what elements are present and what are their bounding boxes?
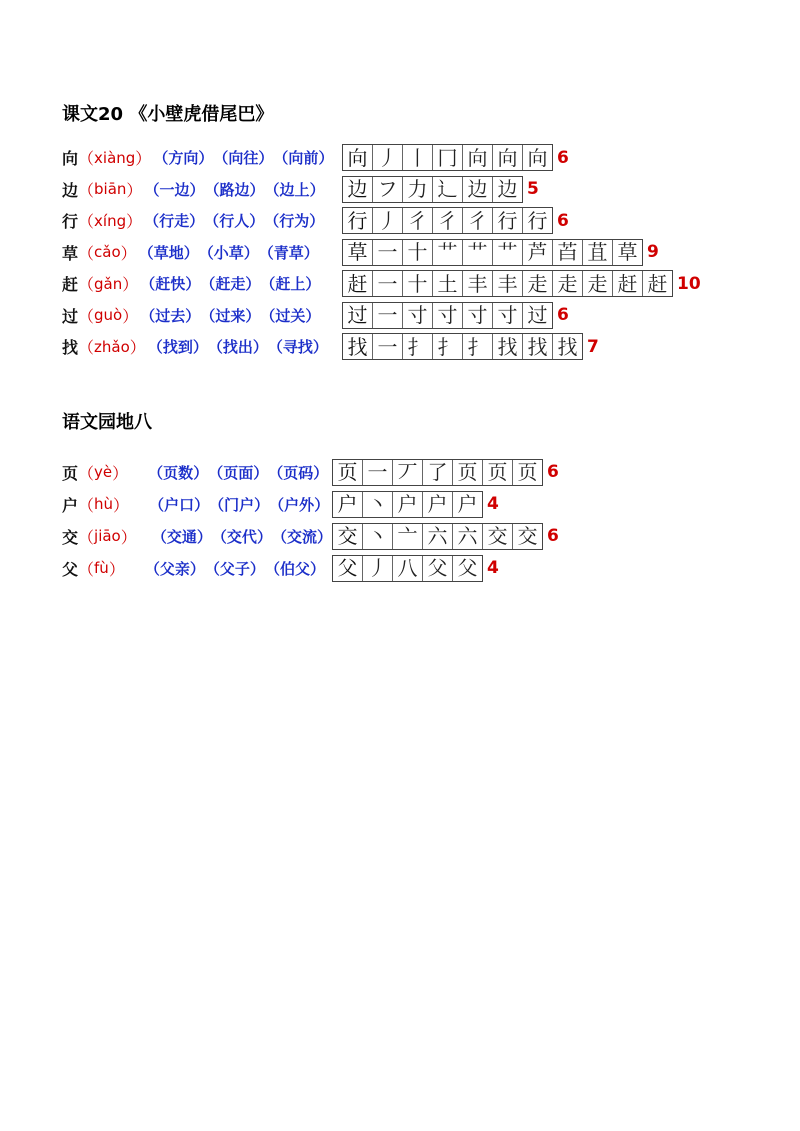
- word-paren-close: ）: [193, 463, 209, 482]
- stroke-cell: 丰: [493, 271, 523, 296]
- word: 寻找: [282, 338, 313, 357]
- stroke-count: 9: [647, 242, 659, 263]
- paren-close: ）: [108, 559, 125, 579]
- pinyin: biān: [94, 180, 127, 199]
- word-paren-open: （: [153, 149, 169, 168]
- word: 页数: [163, 463, 194, 482]
- word: 一边: [159, 180, 190, 199]
- word-paren-open: （: [271, 527, 287, 546]
- word-paren-close: ）: [314, 495, 330, 514]
- character-row: [62, 488, 559, 520]
- word-paren-close: ）: [309, 559, 325, 578]
- stroke-cell: 户: [457, 492, 478, 516]
- paren-open: （: [78, 243, 95, 263]
- stroke-order-grid: [342, 239, 643, 266]
- stroke-cell: 行: [527, 208, 548, 233]
- word-paren-open: （: [200, 306, 216, 325]
- stroke-cell: 扌: [463, 334, 493, 359]
- character-info: [62, 525, 332, 548]
- stroke-cell: 行: [343, 208, 373, 233]
- character-info: [62, 178, 342, 201]
- word-paren-open: （: [144, 559, 160, 578]
- word: 交通: [166, 527, 197, 546]
- character: 页: [62, 463, 79, 483]
- word-paren-close: ）: [318, 149, 334, 168]
- word-paren-open: （: [264, 212, 280, 231]
- character-row: [62, 520, 559, 552]
- paren-open: （: [78, 495, 95, 515]
- stroke-cell: 找: [523, 334, 553, 359]
- word: 行为: [279, 212, 310, 231]
- paren-close: ）: [126, 212, 143, 232]
- word-paren-open: （: [140, 275, 156, 294]
- stroke-cell: 寸: [433, 303, 463, 328]
- word-paren-close: ）: [253, 463, 269, 482]
- word-paren-open: （: [200, 275, 216, 294]
- word: 赶快: [155, 275, 186, 294]
- word: 过关: [275, 306, 306, 325]
- section-lesson-20: [62, 102, 701, 363]
- character-row: [62, 300, 701, 332]
- word-paren-open: （: [151, 527, 167, 546]
- stroke-cell: 走: [523, 271, 553, 296]
- stroke-count: 6: [547, 462, 559, 482]
- stroke-cell: 页: [453, 460, 483, 485]
- stroke-cell: 寸: [493, 303, 523, 328]
- stroke-cell: 十: [403, 240, 433, 265]
- stroke-cell: 六: [423, 524, 453, 549]
- paren-close: ）: [122, 275, 139, 295]
- word-paren-open: （: [260, 306, 276, 325]
- word-paren-open: （: [204, 559, 220, 578]
- word: 边上: [279, 180, 310, 199]
- stroke-cell: 边: [343, 177, 373, 202]
- pinyin: yè: [94, 463, 113, 481]
- word: 交流: [286, 527, 317, 546]
- word-paren-open: （: [260, 275, 276, 294]
- stroke-count: 6: [547, 526, 559, 546]
- character-info: [62, 304, 342, 327]
- word-paren-close: ）: [305, 275, 321, 294]
- character: 过: [62, 306, 79, 326]
- stroke-cell: 找: [343, 334, 373, 359]
- word: 找出: [222, 338, 253, 357]
- word-paren-open: （: [204, 212, 220, 231]
- stroke-cell: 交: [517, 524, 538, 548]
- stroke-cell: 寸: [463, 303, 493, 328]
- stroke-cell: 户: [393, 492, 423, 517]
- word-paren-open: （: [269, 495, 285, 514]
- stroke-cell: 过: [527, 303, 548, 328]
- stroke-cell: 赶: [647, 271, 668, 296]
- stroke-cell: 行: [493, 208, 523, 233]
- stroke-cell: 丨: [403, 145, 433, 170]
- stroke-cell: 扌: [433, 334, 463, 359]
- word-paren-close: ）: [309, 180, 325, 199]
- paren-close: ）: [113, 495, 130, 515]
- stroke-cell: 丶: [363, 524, 393, 549]
- stroke-order-grid: [332, 523, 543, 550]
- word-paren-open: （: [268, 463, 284, 482]
- stroke-cell: 走: [583, 271, 613, 296]
- stroke-cell: 向: [527, 145, 548, 170]
- stroke-cell: 苴: [583, 240, 613, 265]
- character-list: [62, 456, 559, 584]
- stroke-cell: 交: [333, 524, 363, 549]
- pinyin: zhǎo: [94, 337, 130, 356]
- word-paren-close: ）: [309, 212, 325, 231]
- word-paren-close: ）: [252, 338, 268, 357]
- stroke-order-grid: [342, 176, 523, 203]
- pinyin: fù: [94, 559, 109, 577]
- paren-close: ）: [122, 306, 139, 326]
- word-paren-close: ）: [192, 338, 208, 357]
- word-paren-close: ）: [243, 243, 259, 262]
- character: 找: [62, 338, 79, 358]
- stroke-cell: 土: [433, 271, 463, 296]
- word: 行人: [219, 212, 250, 231]
- paren-open: （: [78, 559, 95, 579]
- word-paren-close: ）: [305, 306, 321, 325]
- character-info: [62, 146, 342, 169]
- word-paren-close: ）: [245, 275, 261, 294]
- section-language-garden-8: [62, 410, 559, 584]
- word-paren-close: ）: [303, 243, 319, 262]
- word-paren-close: ）: [189, 212, 205, 231]
- stroke-cell: 一: [373, 240, 403, 265]
- paren-close: ）: [135, 149, 152, 169]
- character-info: [62, 209, 342, 232]
- word-paren-open: （: [147, 338, 163, 357]
- stroke-count: 4: [487, 494, 499, 514]
- stroke-order-grid: [342, 144, 553, 171]
- stroke-cell: 艹: [493, 240, 523, 265]
- stroke-cell: 苩: [553, 240, 583, 265]
- stroke-cell: 辶: [433, 177, 463, 202]
- word: 伯父: [279, 559, 310, 578]
- word-paren-open: （: [213, 149, 229, 168]
- paren-open: （: [78, 275, 95, 295]
- character-info: [62, 461, 332, 484]
- word-paren-close: ）: [249, 180, 265, 199]
- stroke-cell: 六: [453, 524, 483, 549]
- word: 户外: [284, 495, 315, 514]
- stroke-cell: 十: [403, 271, 433, 296]
- stroke-count: 6: [557, 147, 569, 168]
- stroke-cell: フ: [373, 177, 403, 202]
- stroke-cell: 向: [493, 145, 523, 170]
- stroke-cell: 页: [333, 460, 363, 485]
- word-paren-open: （: [198, 243, 214, 262]
- stroke-cell: 交: [483, 524, 513, 549]
- word-paren-open: （: [140, 306, 156, 325]
- word-paren-open: （: [138, 243, 154, 262]
- word: 交代: [226, 527, 257, 546]
- character-info: [62, 557, 332, 580]
- stroke-cell: 了: [423, 460, 453, 485]
- stroke-order-grid: [342, 270, 673, 297]
- paren-close: ）: [120, 527, 137, 547]
- word-paren-open: （: [207, 338, 223, 357]
- character-list: [62, 142, 701, 363]
- pinyin: cǎo: [94, 243, 121, 262]
- word: 赶走: [215, 275, 246, 294]
- stroke-cell: 彳: [433, 208, 463, 233]
- stroke-cell: 一: [373, 303, 403, 328]
- stroke-order-grid: [342, 333, 583, 360]
- pinyin: xiàng: [94, 148, 136, 167]
- word-paren-close: ）: [185, 306, 201, 325]
- word: 草地: [153, 243, 184, 262]
- word-paren-close: ）: [313, 463, 329, 482]
- stroke-cell: 彳: [463, 208, 493, 233]
- stroke-cell: 一: [363, 460, 393, 485]
- stroke-cell: 走: [553, 271, 583, 296]
- stroke-cell: 一: [373, 334, 403, 359]
- word-paren-close: ）: [185, 275, 201, 294]
- stroke-cell: 户: [333, 492, 363, 517]
- paren-close: ）: [129, 338, 146, 358]
- character-info: [62, 335, 342, 358]
- word-paren-close: ）: [256, 527, 272, 546]
- stroke-cell: 丿: [373, 208, 403, 233]
- stroke-cell: 父: [423, 556, 453, 581]
- pinyin: gǎn: [94, 274, 123, 293]
- paren-open: （: [78, 180, 95, 200]
- stroke-count: 6: [557, 305, 569, 326]
- stroke-cell: 向: [463, 145, 493, 170]
- stroke-cell: 边: [497, 177, 518, 202]
- word-paren-open: （: [144, 180, 160, 199]
- stroke-cell: 丰: [463, 271, 493, 296]
- stroke-order-grid: [342, 207, 553, 234]
- stroke-order-grid: [332, 459, 543, 486]
- character: 交: [62, 527, 79, 547]
- stroke-cell: 向: [343, 145, 373, 170]
- stroke-cell: 一: [373, 271, 403, 296]
- stroke-cell: 力: [403, 177, 433, 202]
- stroke-cell: 冂: [433, 145, 463, 170]
- word-paren-close: ）: [258, 149, 274, 168]
- word-paren-close: ）: [189, 180, 205, 199]
- word-paren-close: ）: [198, 149, 214, 168]
- character-row: [62, 174, 701, 206]
- character: 赶: [62, 275, 79, 295]
- word: 页面: [223, 463, 254, 482]
- word-paren-open: （: [258, 243, 274, 262]
- stroke-cell: 丆: [393, 460, 423, 485]
- word: 向往: [228, 149, 259, 168]
- word-paren-close: ）: [254, 495, 270, 514]
- character-row: [62, 142, 701, 174]
- word-paren-open: （: [273, 149, 289, 168]
- paren-open: （: [78, 527, 95, 547]
- character: 行: [62, 212, 79, 232]
- stroke-cell: 赶: [343, 271, 373, 296]
- stroke-cell: 寸: [403, 303, 433, 328]
- word-paren-close: ）: [249, 212, 265, 231]
- stroke-cell: 父: [457, 556, 478, 580]
- section-title: 语文园地八: [62, 412, 152, 433]
- character-row: [62, 456, 559, 488]
- word-paren-open: （: [208, 463, 224, 482]
- character-info: [62, 272, 342, 295]
- word-paren-close: ）: [249, 559, 265, 578]
- word: 青草: [273, 243, 304, 262]
- word-paren-open: （: [264, 180, 280, 199]
- stroke-cell: 找: [557, 334, 578, 359]
- paren-close: ）: [120, 243, 137, 263]
- paren-open: （: [78, 306, 95, 326]
- stroke-cell: 芦: [523, 240, 553, 265]
- character-row: [62, 205, 701, 237]
- word: 页码: [283, 463, 314, 482]
- word-paren-close: ）: [183, 243, 199, 262]
- character-row: [62, 331, 701, 363]
- stroke-cell: 艹: [433, 240, 463, 265]
- word-paren-close: ）: [189, 559, 205, 578]
- character-row: [62, 268, 701, 300]
- stroke-cell: 父: [333, 556, 363, 581]
- character: 父: [62, 559, 79, 579]
- word: 找到: [162, 338, 193, 357]
- stroke-cell: 亠: [393, 524, 423, 549]
- stroke-order-grid: [332, 555, 483, 582]
- word-paren-close: ）: [245, 306, 261, 325]
- stroke-count: 7: [587, 336, 599, 357]
- word-paren-close: ）: [312, 338, 328, 357]
- word: 过去: [155, 306, 186, 325]
- word-paren-close: ）: [194, 495, 210, 514]
- stroke-count: 6: [557, 210, 569, 231]
- character-info: [62, 493, 332, 516]
- stroke-count: 5: [527, 179, 539, 200]
- word: 向前: [288, 149, 319, 168]
- character-row: [62, 552, 559, 584]
- stroke-count: 10: [677, 273, 701, 294]
- stroke-cell: 边: [463, 177, 493, 202]
- word-paren-open: （: [267, 338, 283, 357]
- word: 路边: [219, 180, 250, 199]
- word-paren-close: ）: [196, 527, 212, 546]
- character: 边: [62, 180, 79, 200]
- word-paren-open: （: [144, 212, 160, 231]
- word: 行走: [159, 212, 190, 231]
- pinyin: hù: [94, 495, 114, 513]
- stroke-cell: 赶: [613, 271, 643, 296]
- character: 户: [62, 495, 79, 515]
- paren-open: （: [78, 463, 95, 483]
- word-paren-open: （: [204, 180, 220, 199]
- paren-close: ）: [126, 180, 143, 200]
- word-paren-open: （: [148, 463, 164, 482]
- stroke-cell: 过: [343, 303, 373, 328]
- stroke-cell: 扌: [403, 334, 433, 359]
- paren-open: （: [78, 338, 95, 358]
- character: 草: [62, 243, 79, 263]
- stroke-count: 4: [487, 558, 499, 578]
- stroke-order-grid: [342, 302, 553, 329]
- word: 父亲: [159, 559, 190, 578]
- paren-open: （: [78, 212, 95, 232]
- word: 小草: [213, 243, 244, 262]
- pinyin: jiāo: [94, 527, 121, 545]
- stroke-cell: 丶: [363, 492, 393, 517]
- stroke-cell: 丿: [373, 145, 403, 170]
- character-info: [62, 241, 342, 264]
- stroke-cell: 彳: [403, 208, 433, 233]
- word-paren-open: （: [264, 559, 280, 578]
- word: 门户: [224, 495, 255, 514]
- word-paren-open: （: [149, 495, 165, 514]
- word-paren-open: （: [209, 495, 225, 514]
- pinyin: guò: [94, 306, 123, 325]
- character: 向: [62, 149, 79, 169]
- word-paren-open: （: [211, 527, 227, 546]
- word: 方向: [168, 149, 199, 168]
- stroke-cell: 艹: [463, 240, 493, 265]
- word-paren-close: ）: [316, 527, 332, 546]
- stroke-cell: 草: [343, 240, 373, 265]
- paren-open: （: [78, 149, 95, 169]
- word: 父子: [219, 559, 250, 578]
- stroke-cell: 八: [393, 556, 423, 581]
- section-title: 课文20 《小壁虎借尾巴》: [62, 104, 274, 125]
- stroke-cell: 户: [423, 492, 453, 517]
- word: 户口: [164, 495, 195, 514]
- stroke-cell: 页: [483, 460, 513, 485]
- paren-close: ）: [112, 463, 129, 483]
- word: 过来: [215, 306, 246, 325]
- stroke-cell: 丿: [363, 556, 393, 581]
- pinyin: xíng: [94, 211, 127, 230]
- stroke-order-grid: [332, 491, 483, 518]
- stroke-cell: 草: [617, 240, 638, 265]
- character-row: [62, 237, 701, 269]
- stroke-cell: 页: [517, 460, 538, 484]
- word: 赶上: [275, 275, 306, 294]
- stroke-cell: 找: [493, 334, 523, 359]
